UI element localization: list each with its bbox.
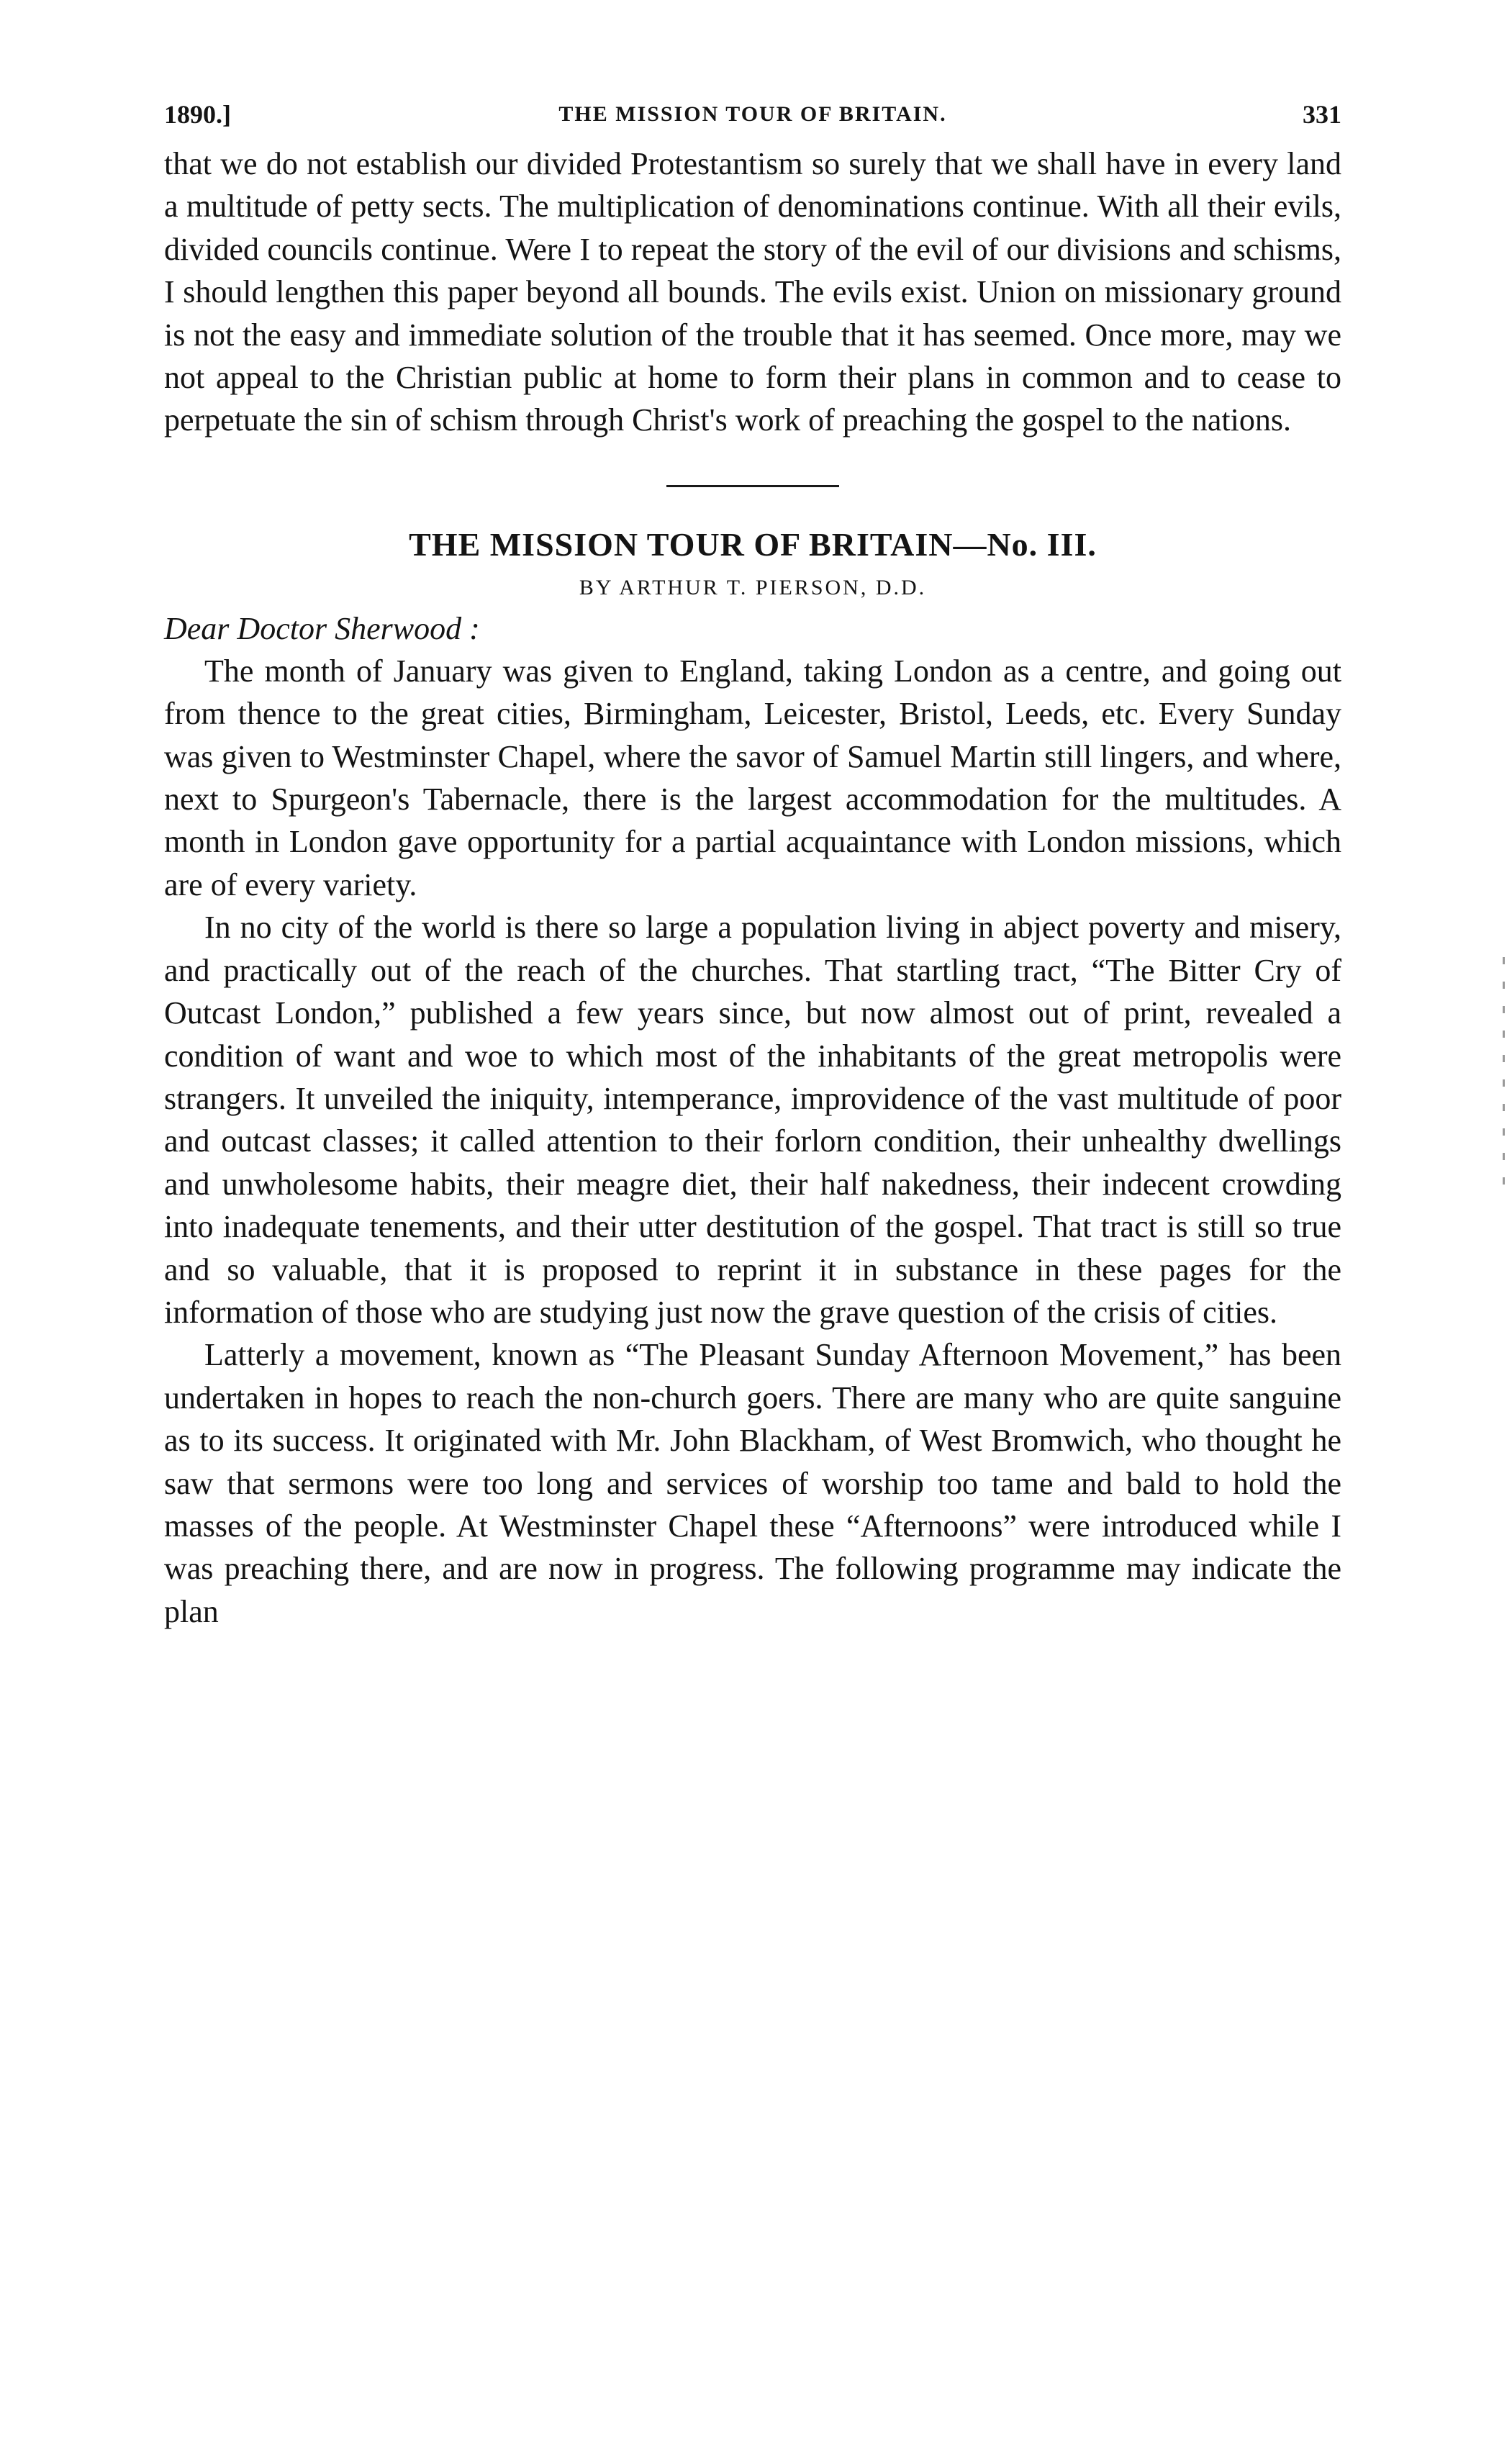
running-head xyxy=(164,99,1341,142)
article-title: THE MISSION TOUR OF BRITAIN—No. III. xyxy=(409,525,1097,563)
article-paragraph-1: The month of January was given to England, taking London as a centre, and going out from thence to the great cities, Birmingham, Leicester, Bristol, Leeds, etc. Every Sunday was given to Westminster Chapel, where the savor of Samuel Martin still lingers, and where, next to Spurgeon's Tabernacle, there is the largest accommodation for the multitudes. A month in London gave opportunity for a partial acquaintance with London missions, which are of every variety. xyxy=(164,653,1341,902)
letter-salutation: Dear Doctor Sherwood : xyxy=(164,610,480,646)
running-head-title: THE MISSION TOUR OF BRITAIN. xyxy=(558,102,947,126)
section-divider xyxy=(666,485,839,487)
margin-scan-marks xyxy=(1503,957,1505,1195)
article-paragraph-2: In no city of the world is there so large a population living in abject poverty and misery, and practically out of the reach of the churches. That startling tract, “The Bitter Cry of Outcast London,” published a few years since, but now almost out of print, revealed a condition of want and woe to which most of the inhabitants of the great metropolis were strangers. It unveiled the iniquity, intemperance, improvidence of the vast multitude of poor and outcast classes; it called attention to their forlorn condition, their unhealthy dwellings and unwholesome habits, their meagre diet, their half nakedness, their indecent crowding into inadequate tenements, and their utter destitution of the gospel. That tract is still so true and so valuable, that it is proposed to reprint it in substance in these pages for the information of those who are studying just now the grave question of the crisis of cities. xyxy=(164,910,1341,1330)
running-head-year: 1890.] xyxy=(164,100,231,129)
page xyxy=(164,99,1341,1633)
page-number: 331 xyxy=(1303,100,1341,129)
article-byline: BY ARTHUR T. PIERSON, D.D. xyxy=(579,575,927,599)
continuation-paragraph: that we do not establish our divided Protestantism so surely that we shall have in every land a multitude of petty sects. The multiplication of denominations continue. With all their evils, divided councils continue. Were I to repeat the story of the evil of our divisions and schisms, I should lengthen this paper beyond all bounds. The evils exist. Union on missionary ground is not the easy and immediate solution of the trouble that it has seemed. Once more, may we not appeal to the Christian public at home to form their plans in common and to cease to perpetuate the sin of schism through Christ's work of preaching the gospel to the nations. xyxy=(164,146,1341,438)
article-paragraph-3: Latterly a movement, known as “The Pleasant Sunday Afternoon Movement,” has been undertaken in hopes to reach the non-church goers. There are many who are quite sanguine as to its success. It originated with Mr. John Blackham, of West Bromwich, who thought he saw that sermons were too long and services of worship too tame and bald to hold the masses of the people. At Westminster Chapel these “Afternoons” were introduced while I was preaching there, and are now in progress. The following programme may indicate the plan xyxy=(164,1337,1341,1629)
